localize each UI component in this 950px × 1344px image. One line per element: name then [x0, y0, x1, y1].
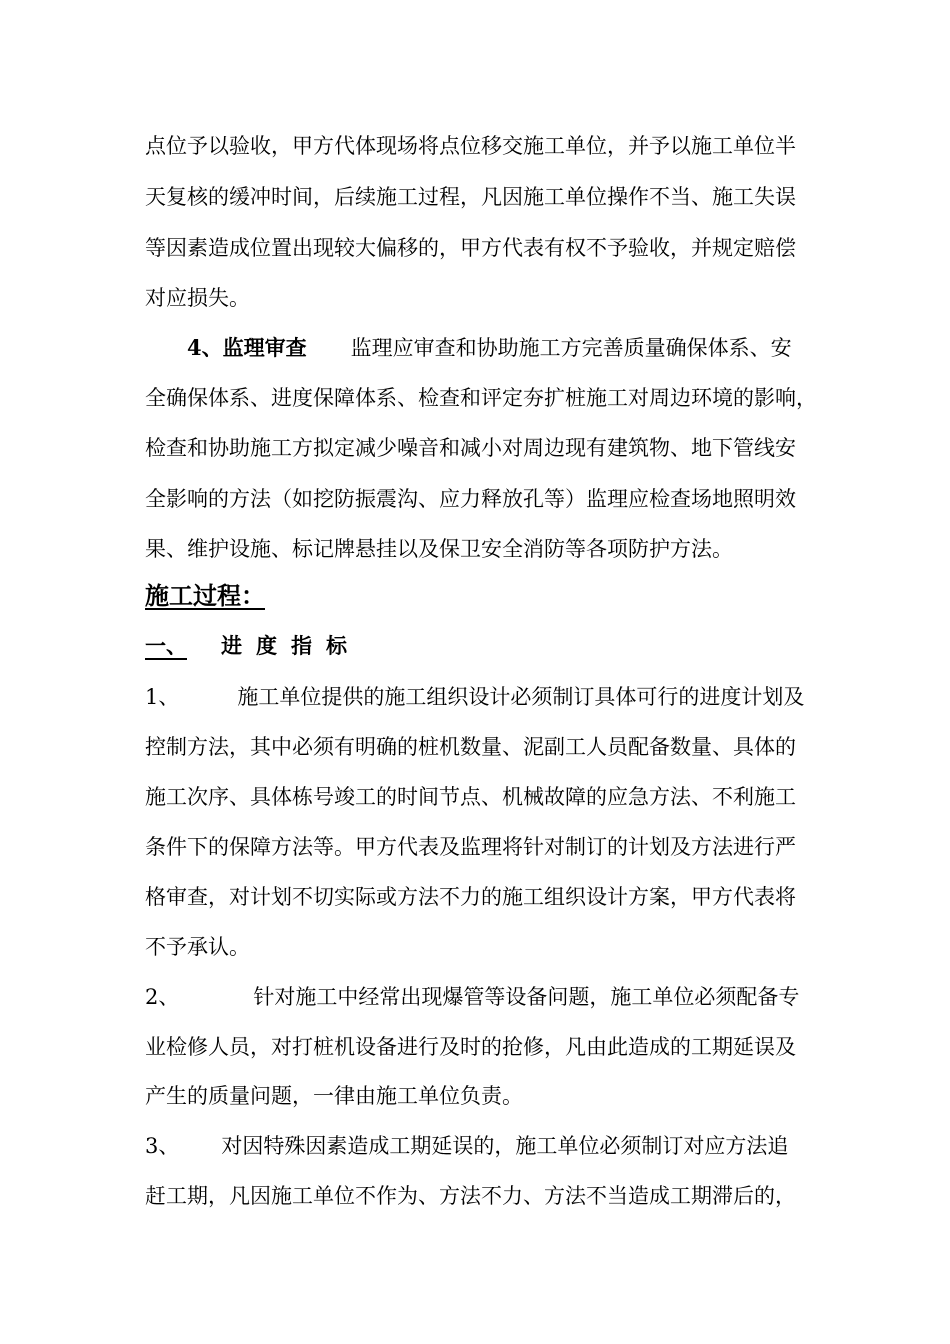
section4-heading: 4、监理审查: [187, 335, 307, 360]
para1-line-2: 天复核的缓冲时间，后续施工过程，凡因施工单位操作不当、施工失误: [145, 185, 796, 209]
construction-heading-text: 施工过程：: [145, 581, 265, 610]
item2-first-line: [145, 982, 845, 1012]
item1-line-4: 条件下的保障方法等。甲方代表及监理将针对制订的计划及方法进行严: [145, 835, 796, 859]
section4-line-5: 果、维护设施、标记牌悬挂以及保卫安全消防等各项防护方法。: [145, 537, 733, 561]
item2-line-2: 业检修人员，对打桩机设备进行及时的抢修，凡由此造成的工期延误及: [145, 1035, 796, 1059]
item1-line-2: 控制方法，其中必须有明确的桩机数量、泥副工人员配备数量、具体的: [145, 735, 796, 759]
item1-first-line: [145, 682, 845, 712]
item3-line-2: 赶工期，凡因施工单位不作为、方法不力、方法不当造成工期滞后的，: [145, 1184, 796, 1208]
section4-line-4: 全影响的方法（如挖防振震沟、应力释放孔等）监理应检查场地照明效: [145, 487, 796, 511]
progress-heading-title: 进度指标: [221, 633, 361, 658]
item2-number: 2、: [145, 985, 180, 1009]
item1-first-text: 施工单位提供的施工组织设计必须制订具体可行的进度计划及: [237, 685, 805, 709]
item1-line-3: 施工次序、具体栋号竣工的时间节点、机械故障的应急方法、不利施工: [145, 785, 796, 809]
item3-first-line: [145, 1131, 845, 1161]
construction-heading: [145, 580, 271, 612]
para1-line-4: 对应损失。: [145, 286, 250, 310]
progress-heading-number: 一、: [145, 633, 187, 658]
item1-line-5: 格审查，对计划不切实际或方法不力的施工组织设计方案，甲方代表将: [145, 885, 796, 909]
section4-line-2: 全确保体系、进度保障体系、检查和评定夯扩桩施工对周边环境的影响，: [145, 386, 817, 410]
item3-number: 3、: [145, 1134, 180, 1158]
para1-line-1: 点位予以验收，甲方代体现场将点位移交施工单位，并予以施工单位半: [145, 134, 796, 158]
item1-line-6: 不予承认。: [145, 935, 250, 959]
section4-first-text: 监理应审查和协助施工方完善质量确保体系、安: [350, 336, 792, 360]
item2-first-text: 针对施工中经常出现爆管等设备问题，施工单位必须配备专: [253, 985, 800, 1009]
item3-first-text: 对因特殊因素造成工期延误的，施工单位必须制订对应方法追: [221, 1134, 789, 1158]
item2-line-3: 产生的质量问题，一律由施工单位负责。: [145, 1084, 523, 1108]
section4-first-line: [145, 333, 845, 363]
progress-heading: [145, 631, 361, 661]
section4-line-3: 检查和协助施工方拟定减少噪音和减小对周边现有建筑物、地下管线安: [145, 436, 796, 460]
item1-number: 1、: [145, 685, 180, 709]
para1-line-3: 等因素造成位置出现较大偏移的，甲方代表有权不予验收，并规定赔偿: [145, 236, 796, 260]
